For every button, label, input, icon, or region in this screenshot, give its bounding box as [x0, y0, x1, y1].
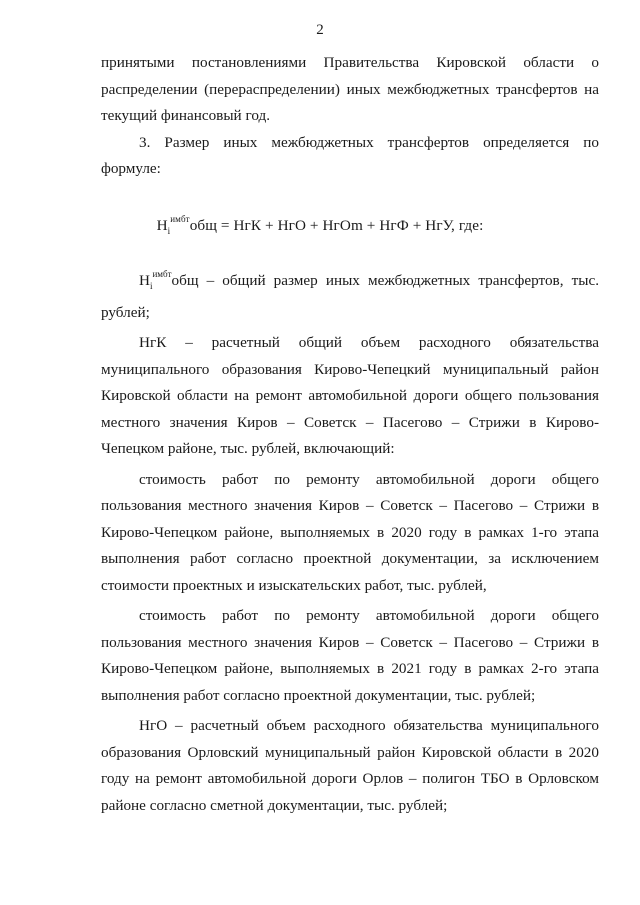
formula-superscript: имбт	[170, 214, 190, 224]
definition-ngo: НгО – расчетный объем расходного обязательства муниципального образования Орловский муниципальный район Кировской области в 2020 году на ремонт автомобильной дороги Орлов – полигон ТБО в Орловском районе согласно сметной документации, тыс. рублей;	[101, 717, 599, 814]
paragraph-item-3: 3. Размер иных межбюджетных трансфертов определяется по формуле:	[101, 133, 599, 177]
def-total-symbol: Н	[139, 272, 150, 290]
formula	[0, 216, 640, 236]
definition-total	[101, 263, 599, 326]
formula-subscript: i	[167, 226, 171, 237]
def-total-subscript: i	[149, 281, 153, 292]
formula-symbol: Н	[156, 217, 168, 235]
definition-ngk: НгК – расчетный общий объем расходного обязательства муниципального образования Кирово-Чепецкий муниципальный район Кировской области на ремонт автомобильной дороги общего пользования местного значения Киров – Советск – Пасегово – Стрижи в Кирово-Чепецком районе, тыс. рублей, включающий:	[101, 334, 599, 458]
definition-ngk-stage1: стоимость работ по ремонту автомобильной дороги общего пользования местного значения Киров – Советск – Пасегово – Стрижи в Кирово-Чепецком районе, выполняемых в 2020 году в рамках 1-го этапа выполнения работ согласно проектной документации, за исключением стоимости проектных и изыскательских работ, тыс. рублей,	[101, 470, 599, 594]
formula-expression: общ = НгК + НгО + НгОm + НгФ + НгУ, где:	[189, 217, 484, 235]
intro-block	[101, 50, 599, 183]
def-total-text: общ – общий размер иных межбюджетных трансфертов, тыс. рублей;	[101, 272, 599, 321]
paragraph-continuation: принятыми постановлениями Правительства Кировской области о распределении (перераспределении) иных межбюджетных трансфертов на текущий финансовый год.	[101, 54, 599, 124]
definitions-block	[101, 263, 599, 819]
def-total-superscript: имбт	[152, 269, 172, 279]
page-number: 2	[316, 22, 324, 38]
definition-ngk-stage2: стоимость работ по ремонту автомобильной дороги общего пользования местного значения Киров – Советск – Пасегово – Стрижи в Кирово-Чепецком районе, выполняемых в 2021 году в рамках 2-го этапа выполнения работ согласно проектной документации, тыс. рублей;	[101, 607, 599, 704]
